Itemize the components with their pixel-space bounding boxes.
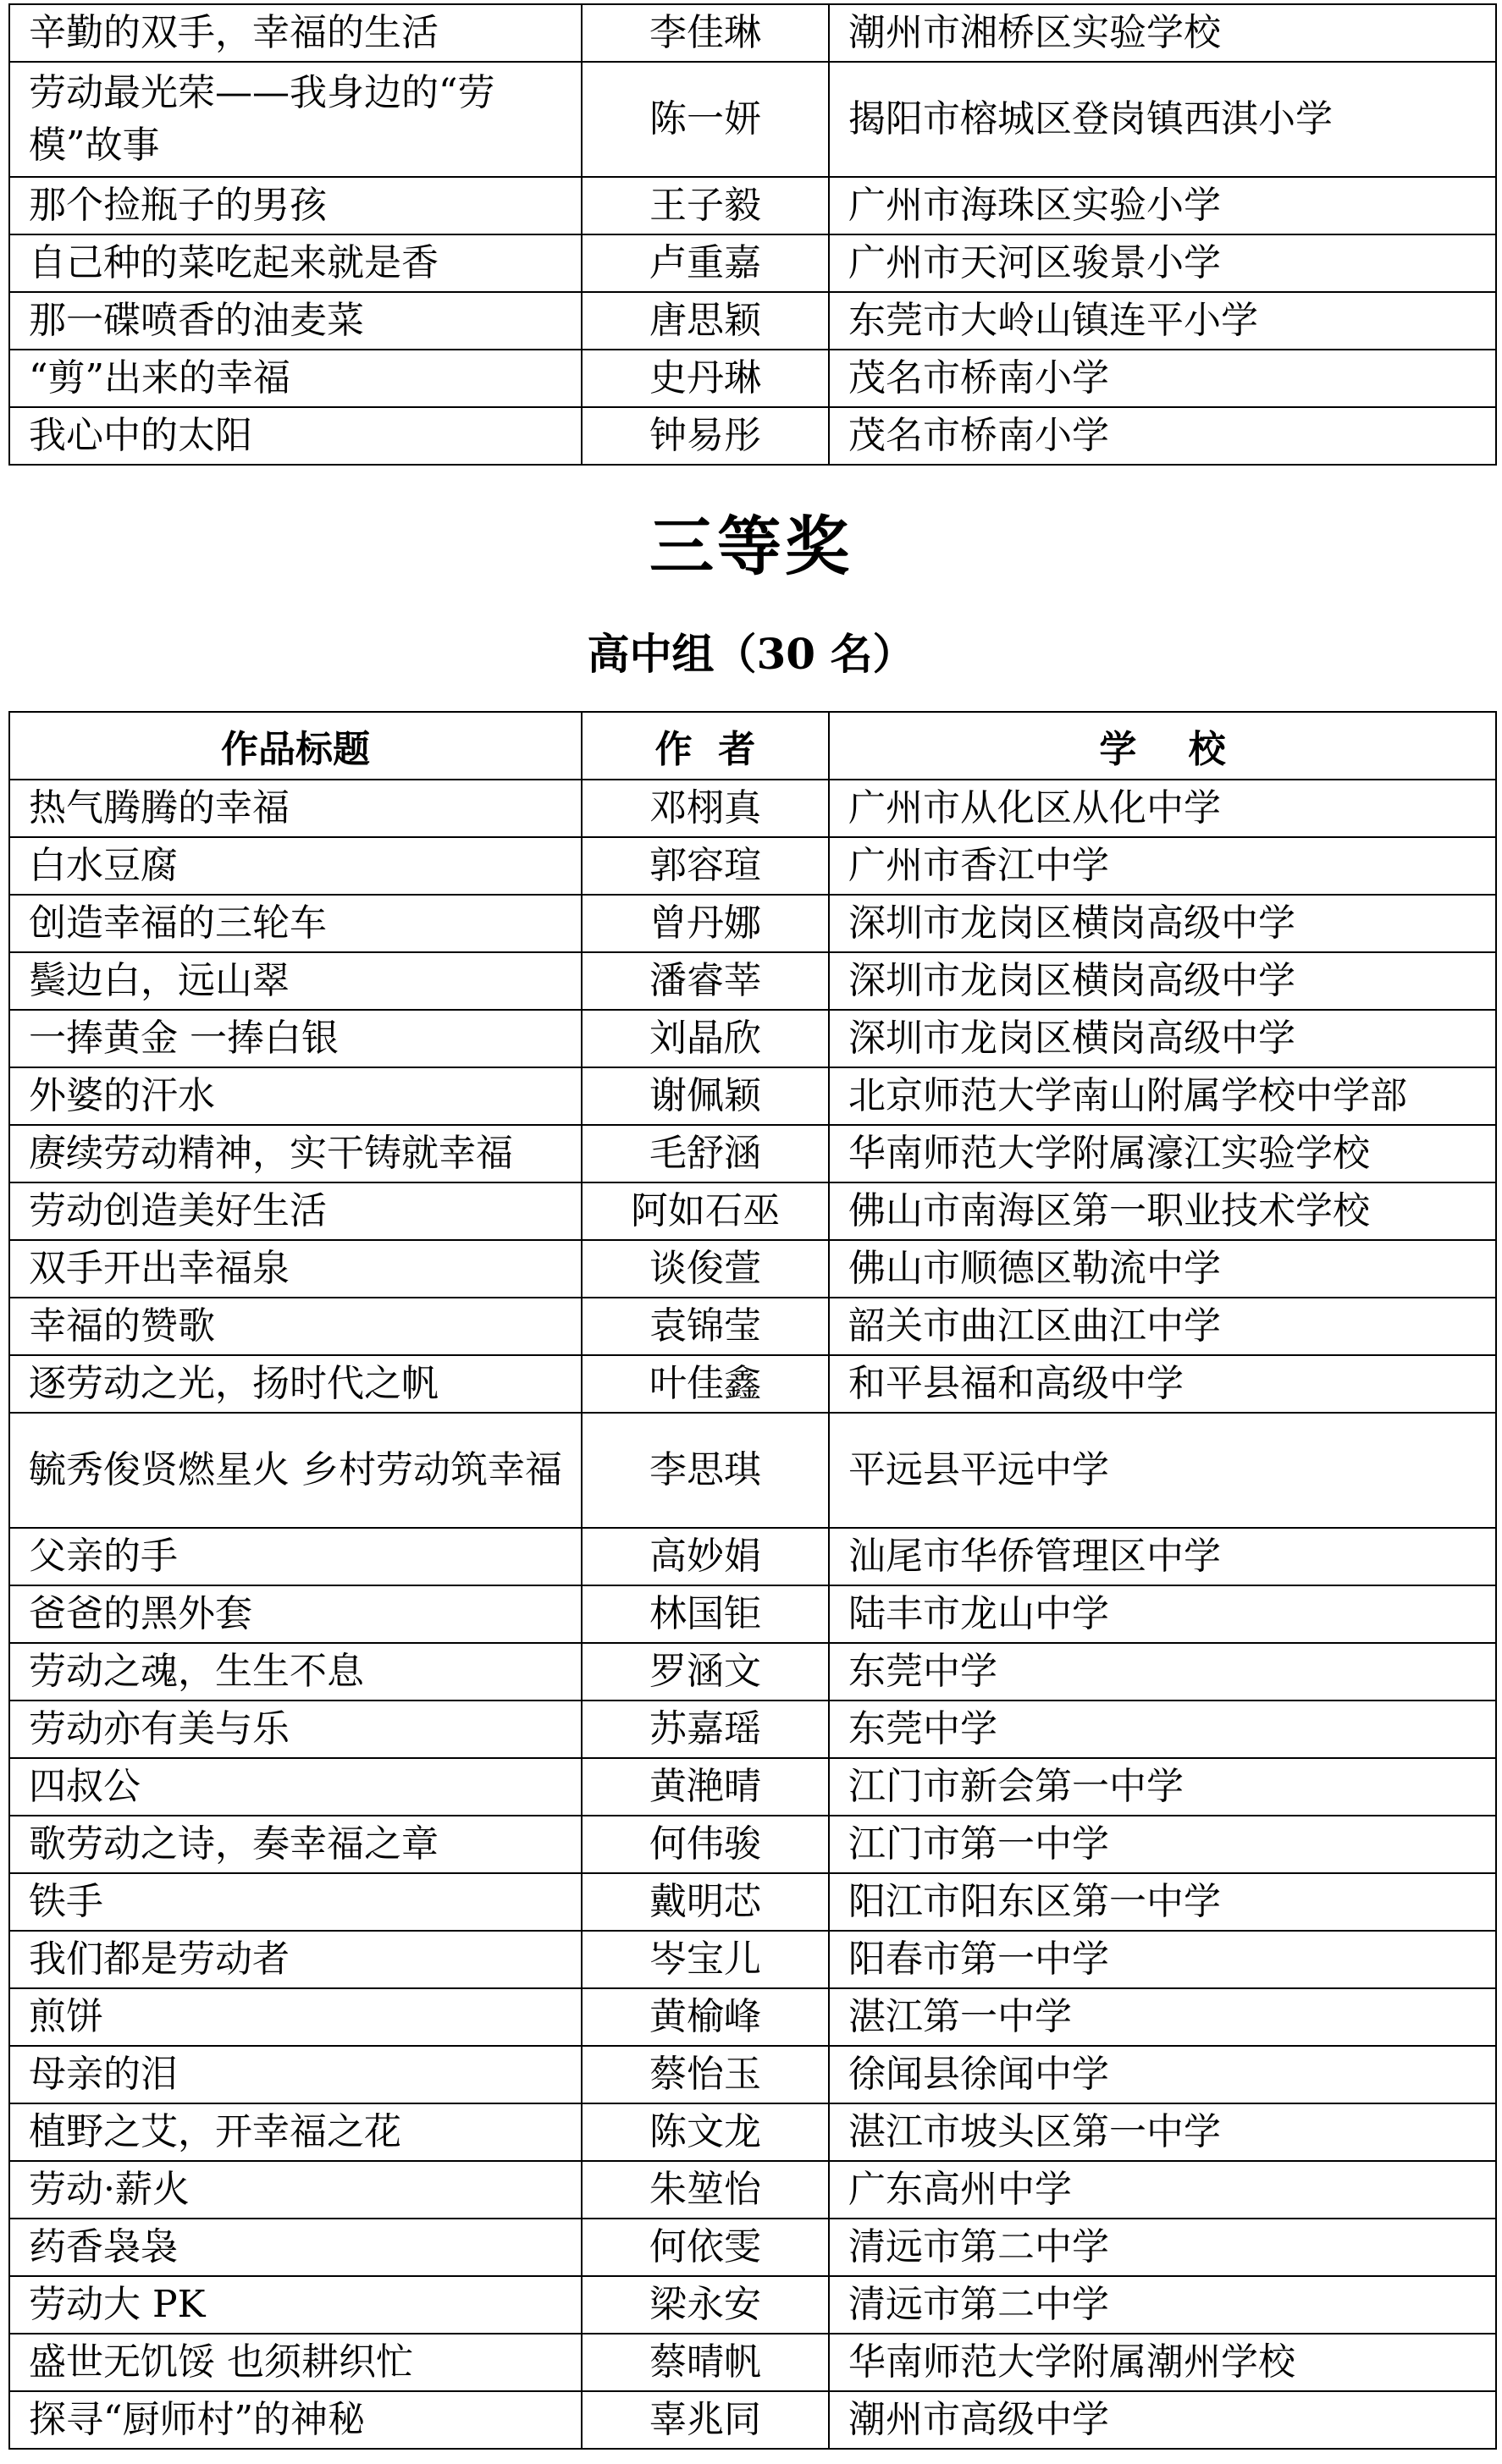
table-row bbox=[9, 1931, 1496, 1988]
cell-author: 李思琪 bbox=[582, 1413, 829, 1528]
cell-title: 双手开出幸福泉 bbox=[9, 1240, 582, 1298]
cell-author: 蔡晴帆 bbox=[582, 2334, 829, 2391]
cell-author: 罗涵文 bbox=[582, 1643, 829, 1701]
cell-school: 江门市新会第一中学 bbox=[829, 1758, 1496, 1816]
cell-title: 一捧黄金 一捧白银 bbox=[9, 1010, 582, 1067]
cell-school: 平远县平远中学 bbox=[829, 1413, 1496, 1528]
cell-author: 黄榆峰 bbox=[582, 1988, 829, 2046]
cell-author: 高妙娟 bbox=[582, 1528, 829, 1585]
cell-school: 深圳市龙岗区横岗高级中学 bbox=[829, 952, 1496, 1010]
section-title: 三等奖 bbox=[649, 509, 853, 584]
table-row bbox=[9, 1125, 1496, 1182]
cell-author: 卢重嘉 bbox=[582, 234, 829, 292]
cell-school: 广州市海珠区实验小学 bbox=[829, 177, 1496, 234]
cell-school: 徐闻县徐闻中学 bbox=[829, 2046, 1496, 2103]
cell-author: 朱堃怡 bbox=[582, 2161, 829, 2219]
cell-title: 煎饼 bbox=[9, 1988, 582, 2046]
table-row bbox=[9, 1240, 1496, 1298]
table-row bbox=[9, 1701, 1496, 1758]
cell-school: 陆丰市龙山中学 bbox=[829, 1585, 1496, 1643]
table-row bbox=[9, 1182, 1496, 1240]
previous-award-table bbox=[8, 3, 1497, 466]
cell-title: 辛勤的双手，幸福的生活 bbox=[9, 4, 582, 62]
table-row bbox=[9, 1988, 1496, 2046]
table-row bbox=[9, 2391, 1496, 2449]
cell-school: 汕尾市华侨管理区中学 bbox=[829, 1528, 1496, 1585]
table-row bbox=[9, 1816, 1496, 1873]
cell-title: 毓秀俊贤燃星火 乡村劳动筑幸福 bbox=[9, 1413, 582, 1528]
cell-title: “剪”出来的幸福 bbox=[9, 350, 582, 407]
cell-title: 自己种的菜吃起来就是香 bbox=[9, 234, 582, 292]
cell-title: 植野之艾，开幸福之花 bbox=[9, 2103, 582, 2161]
cell-school: 佛山市南海区第一职业技术学校 bbox=[829, 1182, 1496, 1240]
cell-title: 我们都是劳动者 bbox=[9, 1931, 582, 1988]
cell-title: 赓续劳动精神，实干铸就幸福 bbox=[9, 1125, 582, 1182]
table-row bbox=[9, 350, 1496, 407]
table-row bbox=[9, 1758, 1496, 1816]
table-row bbox=[9, 2046, 1496, 2103]
cell-school: 阳春市第一中学 bbox=[829, 1931, 1496, 1988]
cell-author: 唐思颖 bbox=[582, 292, 829, 350]
cell-school: 佛山市顺德区勒流中学 bbox=[829, 1240, 1496, 1298]
table-row bbox=[9, 292, 1496, 350]
cell-title: 白水豆腐 bbox=[9, 837, 582, 895]
cell-title: 那个捡瓶子的男孩 bbox=[9, 177, 582, 234]
cell-author: 毛舒涵 bbox=[582, 1125, 829, 1182]
cell-author: 阿如石巫 bbox=[582, 1182, 829, 1240]
cell-author: 郭容瑄 bbox=[582, 837, 829, 895]
table-row bbox=[9, 1355, 1496, 1413]
table-row bbox=[9, 837, 1496, 895]
cell-author: 刘晶欣 bbox=[582, 1010, 829, 1067]
cell-author: 黄滟晴 bbox=[582, 1758, 829, 1816]
table-row bbox=[9, 2161, 1496, 2219]
table-row bbox=[9, 1010, 1496, 1067]
cell-school: 北京师范大学南山附属学校中学部 bbox=[829, 1067, 1496, 1125]
cell-author: 苏嘉瑶 bbox=[582, 1701, 829, 1758]
table-row bbox=[9, 1298, 1496, 1355]
cell-school: 湛江市坡头区第一中学 bbox=[829, 2103, 1496, 2161]
cell-author: 潘睿莘 bbox=[582, 952, 829, 1010]
group-title: 高中组（30 名） bbox=[587, 629, 915, 679]
third-prize-table bbox=[8, 711, 1497, 2450]
table-row bbox=[9, 780, 1496, 837]
cell-school: 东莞市大岭山镇连平小学 bbox=[829, 292, 1496, 350]
header-school: 学 校 bbox=[829, 712, 1496, 780]
cell-author: 何依雯 bbox=[582, 2219, 829, 2276]
cell-school: 深圳市龙岗区横岗高级中学 bbox=[829, 1010, 1496, 1067]
cell-title: 那一碟喷香的油麦菜 bbox=[9, 292, 582, 350]
table-row bbox=[9, 1528, 1496, 1585]
previous-award-table-body bbox=[9, 4, 1496, 465]
cell-title: 爸爸的黑外套 bbox=[9, 1585, 582, 1643]
cell-title: 父亲的手 bbox=[9, 1528, 582, 1585]
cell-author: 钟易彤 bbox=[582, 407, 829, 465]
cell-author: 叶佳鑫 bbox=[582, 1355, 829, 1413]
cell-title: 我心中的太阳 bbox=[9, 407, 582, 465]
table-row bbox=[9, 895, 1496, 952]
header-title: 作品标题 bbox=[9, 712, 582, 780]
cell-title: 药香袅袅 bbox=[9, 2219, 582, 2276]
cell-title: 创造幸福的三轮车 bbox=[9, 895, 582, 952]
table-row bbox=[9, 4, 1496, 62]
third-prize-table-body bbox=[9, 780, 1496, 2449]
cell-title: 外婆的汗水 bbox=[9, 1067, 582, 1125]
cell-school: 茂名市桥南小学 bbox=[829, 350, 1496, 407]
cell-school: 广东高州中学 bbox=[829, 2161, 1496, 2219]
cell-title: 铁手 bbox=[9, 1873, 582, 1931]
table-header bbox=[9, 712, 1496, 780]
cell-school: 清远市第二中学 bbox=[829, 2276, 1496, 2334]
cell-author: 林国钜 bbox=[582, 1585, 829, 1643]
cell-school: 广州市从化区从化中学 bbox=[829, 780, 1496, 837]
table-row bbox=[9, 1067, 1496, 1125]
table-row bbox=[9, 62, 1496, 177]
header-author: 作 者 bbox=[582, 712, 829, 780]
table-row bbox=[9, 2334, 1496, 2391]
cell-title: 鬓边白，远山翠 bbox=[9, 952, 582, 1010]
cell-title: 幸福的赞歌 bbox=[9, 1298, 582, 1355]
cell-school: 清远市第二中学 bbox=[829, 2219, 1496, 2276]
cell-title: 四叔公 bbox=[9, 1758, 582, 1816]
cell-school: 阳江市阳东区第一中学 bbox=[829, 1873, 1496, 1931]
cell-school: 华南师范大学附属潮州学校 bbox=[829, 2334, 1496, 2391]
table-row bbox=[9, 2219, 1496, 2276]
cell-school: 潮州市湘桥区实验学校 bbox=[829, 4, 1496, 62]
table-row bbox=[9, 2103, 1496, 2161]
table-row bbox=[9, 1585, 1496, 1643]
cell-school: 东莞中学 bbox=[829, 1643, 1496, 1701]
cell-author: 曾丹娜 bbox=[582, 895, 829, 952]
table-row bbox=[9, 1873, 1496, 1931]
cell-school: 茂名市桥南小学 bbox=[829, 407, 1496, 465]
cell-title: 盛世无饥馁 也须耕织忙 bbox=[9, 2334, 582, 2391]
cell-title: 劳动·薪火 bbox=[9, 2161, 582, 2219]
cell-title: 劳动亦有美与乐 bbox=[9, 1701, 582, 1758]
cell-school: 湛江第一中学 bbox=[829, 1988, 1496, 2046]
cell-school: 华南师范大学附属濠江实验学校 bbox=[829, 1125, 1496, 1182]
table-row bbox=[9, 177, 1496, 234]
cell-author: 谢佩颖 bbox=[582, 1067, 829, 1125]
cell-school: 东莞中学 bbox=[829, 1701, 1496, 1758]
cell-author: 袁锦莹 bbox=[582, 1298, 829, 1355]
cell-author: 辜兆同 bbox=[582, 2391, 829, 2449]
table-row bbox=[9, 952, 1496, 1010]
cell-school: 揭阳市榕城区登岗镇西淇小学 bbox=[829, 62, 1496, 177]
cell-title: 劳动大 PK bbox=[9, 2276, 582, 2334]
cell-author: 谈俊萱 bbox=[582, 1240, 829, 1298]
cell-title: 劳动之魂，生生不息 bbox=[9, 1643, 582, 1701]
cell-author: 陈一妍 bbox=[582, 62, 829, 177]
cell-school: 和平县福和高级中学 bbox=[829, 1355, 1496, 1413]
cell-school: 韶关市曲江区曲江中学 bbox=[829, 1298, 1496, 1355]
cell-school: 广州市天河区骏景小学 bbox=[829, 234, 1496, 292]
cell-author: 何伟骏 bbox=[582, 1816, 829, 1873]
cell-school: 广州市香江中学 bbox=[829, 837, 1496, 895]
cell-author: 史丹琳 bbox=[582, 350, 829, 407]
table-row bbox=[9, 407, 1496, 465]
cell-author: 王子毅 bbox=[582, 177, 829, 234]
cell-title: 热气腾腾的幸福 bbox=[9, 780, 582, 837]
cell-title: 劳动最光荣——我身边的“劳模”故事 bbox=[9, 62, 582, 177]
table-row bbox=[9, 1413, 1496, 1528]
table-row bbox=[9, 2276, 1496, 2334]
cell-title: 探寻“厨师村”的神秘 bbox=[9, 2391, 582, 2449]
cell-school: 江门市第一中学 bbox=[829, 1816, 1496, 1873]
cell-author: 李佳琳 bbox=[582, 4, 829, 62]
cell-title: 母亲的泪 bbox=[9, 2046, 582, 2103]
cell-author: 邓栩真 bbox=[582, 780, 829, 837]
cell-school: 潮州市高级中学 bbox=[829, 2391, 1496, 2449]
cell-author: 陈文龙 bbox=[582, 2103, 829, 2161]
table-row bbox=[9, 1643, 1496, 1701]
cell-author: 蔡怡玉 bbox=[582, 2046, 829, 2103]
cell-title: 劳动创造美好生活 bbox=[9, 1182, 582, 1240]
cell-title: 逐劳动之光，扬时代之帆 bbox=[9, 1355, 582, 1413]
cell-title: 歌劳动之诗，奏幸福之章 bbox=[9, 1816, 582, 1873]
cell-school: 深圳市龙岗区横岗高级中学 bbox=[829, 895, 1496, 952]
table-row bbox=[9, 234, 1496, 292]
cell-author: 岑宝儿 bbox=[582, 1931, 829, 1988]
cell-author: 梁永安 bbox=[582, 2276, 829, 2334]
cell-author: 戴明芯 bbox=[582, 1873, 829, 1931]
